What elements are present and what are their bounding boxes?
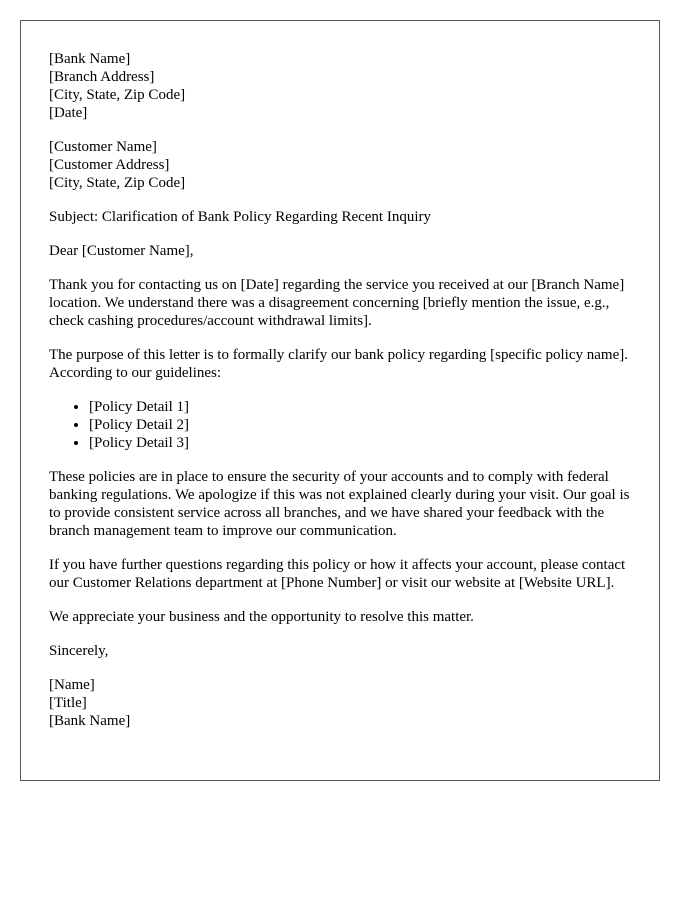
policy-detail-item: • [Policy Detail 2] (89, 416, 631, 434)
sender-city-state-zip: [City, State, Zip Code] (49, 87, 186, 103)
paragraph-purpose: The purpose of this letter is to formally clarify our bank policy regarding [specific policy name]. According to our guidelines: (49, 347, 628, 381)
salutation: Dear [Customer Name], (49, 243, 194, 259)
policy-detail-list (49, 398, 631, 452)
letter-date: [Date] (49, 105, 88, 121)
recipient-name: [Customer Name] (49, 139, 157, 155)
signature-name: [Name] (49, 677, 95, 693)
signature-block (49, 676, 631, 730)
recipient-address-block (49, 138, 631, 192)
sender-branch-address: [Branch Address] (49, 69, 155, 85)
signature-title: [Title] (49, 695, 87, 711)
policy-detail-item: • [Policy Detail 3] (89, 434, 631, 452)
policy-detail-item: • [Policy Detail 1] (89, 398, 631, 416)
sender-bank-name: [Bank Name] (49, 51, 131, 67)
subject-line: Subject: Clarification of Bank Policy Regarding Recent Inquiry (49, 209, 431, 225)
recipient-city-state-zip: [City, State, Zip Code] (49, 175, 186, 191)
closing: Sincerely, (49, 643, 109, 659)
recipient-address: [Customer Address] (49, 157, 170, 173)
paragraph-explanation: These policies are in place to ensure the security of your accounts and to comply with federal banking regulations. We apologize if this was not explained clearly during your visit. Our goal is to provide consistent service across all branches, and we have shared your feedback with the branch management team to improve our communication. (49, 469, 630, 539)
sender-address-block (49, 50, 631, 122)
paragraph-contact: If you have further questions regarding this policy or how it affects your account, please contact our Customer Relations department at [Phone Number] or visit our website at [Website URL]. (49, 557, 626, 591)
paragraph-intro: Thank you for contacting us on [Date] regarding the service you received at our [Branch Name] location. We understand there was a disagreement concerning [briefly mention the issue, e.g., check cashing procedures/account withdrawal limits]. (49, 277, 625, 329)
signature-bank-name: [Bank Name] (49, 713, 131, 729)
paragraph-appreciation: We appreciate your business and the opportunity to resolve this matter. (49, 609, 474, 625)
letter-page (20, 20, 660, 781)
